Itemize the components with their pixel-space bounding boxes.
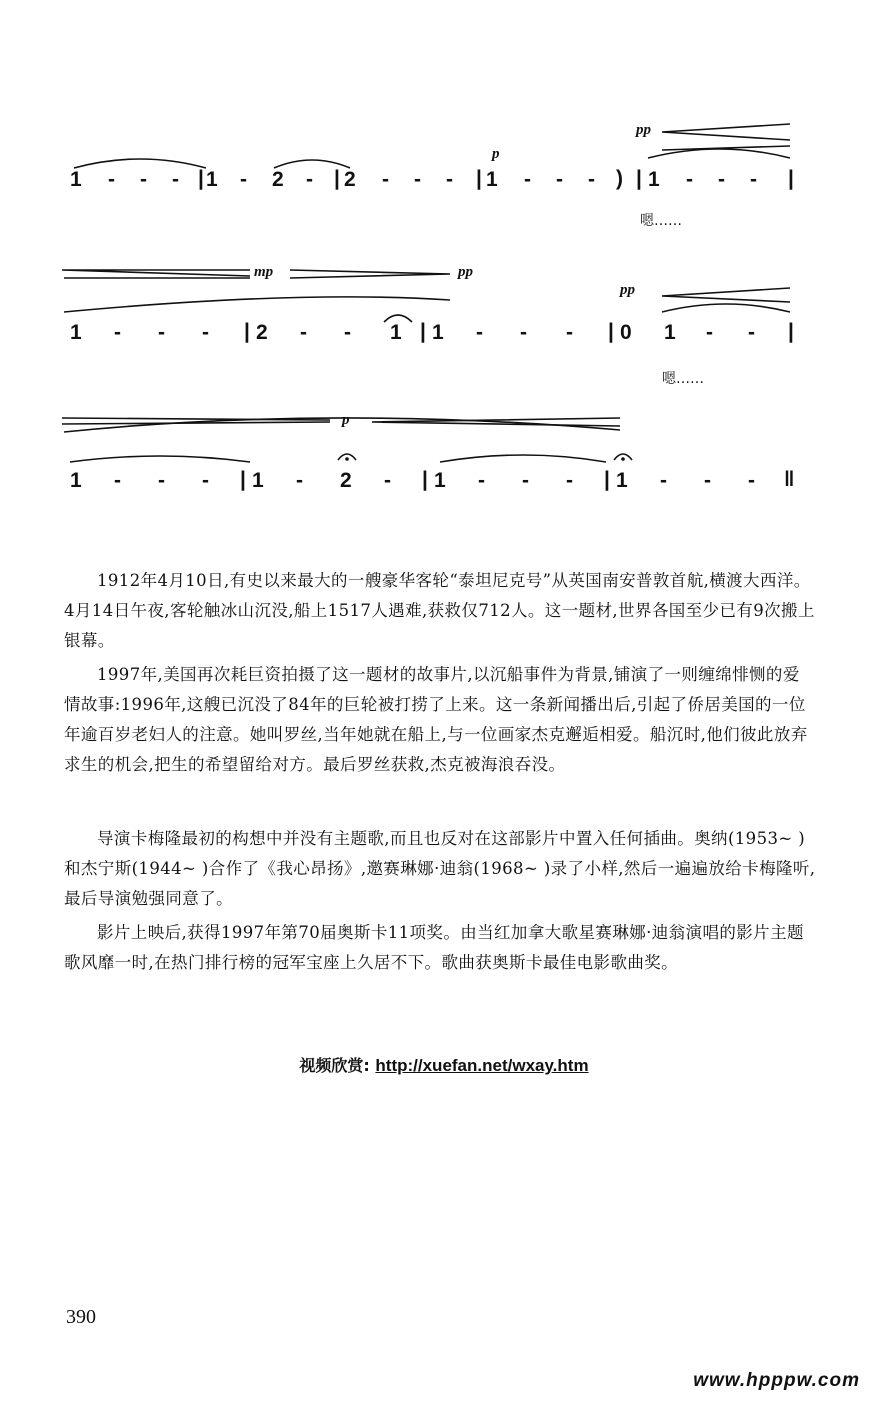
score-dash: - — [382, 168, 389, 191]
score-barline: | — [240, 468, 246, 491]
score-barline: | — [422, 468, 428, 491]
hairpin — [662, 124, 790, 140]
dynamic-mark: p — [342, 412, 350, 428]
slur — [662, 304, 790, 312]
score-barline: | — [788, 320, 794, 343]
score-barline: | — [244, 320, 250, 343]
score-dash: - — [446, 168, 453, 191]
score-dash: - — [588, 168, 595, 191]
score-dash: - — [660, 469, 667, 492]
paragraph: 影片上映后,获得1997年第70届奥斯卡11项奖。由当红加拿大歌星赛琳娜·迪翁演唱的影片主题歌风靡一时,在热门排行榜的冠军宝座上久居不下。歌曲获奥斯卡最佳电影歌曲奖。 — [64, 923, 804, 972]
score-barline: | — [608, 320, 614, 343]
score-dash: - — [114, 321, 121, 344]
score-barline: | — [788, 167, 794, 190]
score-barline: | — [334, 167, 340, 190]
score-paren: ) — [616, 167, 623, 190]
score-barline: | — [604, 468, 610, 491]
score-note: 1 — [432, 321, 444, 344]
score-note: 0 — [620, 321, 632, 344]
slur — [70, 456, 250, 462]
dynamic-mark: mp — [254, 264, 274, 280]
score-note: 2 — [272, 168, 284, 191]
score-note: 1 — [486, 168, 498, 191]
score-dash: - — [706, 321, 713, 344]
score-dash: - — [748, 469, 755, 492]
score-note: 1 — [616, 469, 628, 492]
paragraph: 导演卡梅隆最初的构想中并没有主题歌,而且也反对在这部影片中置入任何插曲。奥纳(1953~ )和杰宁斯(1944~ )合作了《我心昂扬》,邀赛琳娜·迪翁(1968~ )录了小样,然后一遍遍放给卡梅隆听,最后导演勉强同意了。 — [64, 829, 816, 908]
score-note: 1 — [70, 321, 82, 344]
score-note: 1 — [70, 469, 82, 492]
dynamic-mark: p — [492, 146, 500, 162]
score-barline: | — [198, 167, 204, 190]
score-dash: - — [172, 168, 179, 191]
score-dash: - — [296, 469, 303, 492]
score-barline: | — [636, 167, 642, 190]
score-dash: - — [140, 168, 147, 191]
score-note: 1 — [206, 168, 218, 191]
watermark: www.hpppw.com — [693, 1370, 860, 1391]
score-dash: - — [344, 321, 351, 344]
score-final-barline: ‖ — [784, 468, 795, 491]
score-dash: - — [566, 469, 573, 492]
score-dash: - — [524, 168, 531, 191]
score-dash: - — [704, 469, 711, 492]
video-reference — [0, 1053, 888, 1076]
score-dash: - — [414, 168, 421, 191]
score-note: 2 — [340, 469, 352, 492]
score-note: 1 — [390, 321, 402, 344]
score-markings — [0, 0, 888, 520]
dynamic-mark: pp — [620, 282, 635, 298]
score-dash: - — [748, 321, 755, 344]
score-dash: - — [556, 168, 563, 191]
score-dash: - — [384, 469, 391, 492]
dynamic-mark: pp — [636, 122, 651, 138]
hairpin — [662, 288, 790, 302]
hairpin — [62, 270, 250, 276]
score-dash: - — [520, 321, 527, 344]
score-note: 1 — [434, 469, 446, 492]
score-barline: | — [476, 167, 482, 190]
page-number: 390 — [66, 1306, 96, 1328]
score-note: 1 — [664, 321, 676, 344]
score-dash: - — [718, 168, 725, 191]
score-dash: - — [108, 168, 115, 191]
score-dash: - — [522, 469, 529, 492]
score-barline: | — [420, 320, 426, 343]
slur — [74, 159, 206, 168]
score-dash: - — [686, 168, 693, 191]
video-link[interactable]: http://xuefan.net/wxay.htm — [375, 1056, 589, 1075]
score-dash: - — [566, 321, 573, 344]
score-dash: - — [202, 469, 209, 492]
lyric: 嗯…… — [640, 213, 682, 229]
score-dash: - — [478, 469, 485, 492]
score-dash: - — [158, 321, 165, 344]
video-label: 视频欣赏: — [299, 1056, 370, 1075]
score-note: 1 — [648, 168, 660, 191]
hairpin — [290, 270, 450, 278]
lyric: 嗯…… — [662, 371, 704, 387]
music-score — [0, 0, 888, 520]
score-dash: - — [300, 321, 307, 344]
score-dash: - — [750, 168, 757, 191]
slur — [64, 297, 450, 312]
score-dash: - — [114, 469, 121, 492]
score-note: 1 — [252, 469, 264, 492]
score-dash: - — [158, 469, 165, 492]
score-dash: - — [202, 321, 209, 344]
score-note: 2 — [344, 168, 356, 191]
paragraph: 1997年,美国再次耗巨资拍摄了这一题材的故事片,以沉船事件为背景,铺演了一则缠绵悱恻的爱情故事:1996年,这艘已沉没了84年的巨轮被打捞了上来。这一条新闻播出后,引起了侨居美国的一位年逾百岁老妇人的注意。她叫罗丝,当年她就在船上,与一位画家杰克邂逅相爱。船沉时,他们彼此放弃求生的机会,把生的希望留给对方。最后罗丝获救,杰克被海浪吞没。 — [64, 665, 808, 774]
score-dash: - — [240, 168, 247, 191]
paragraph: 1912年4月10日,有史以来最大的一艘豪华客轮“泰坦尼克号”从英国南安普敦首航,横渡大西洋。4月14日午夜,客轮触冰山沉没,船上1517人遇难,获救仅712人。这一题材,世界各国至少已有9次搬上银幕。 — [64, 571, 815, 650]
slur — [440, 455, 606, 462]
dynamic-mark: pp — [458, 264, 473, 280]
score-note: 1 — [70, 168, 82, 191]
score-dash: - — [306, 168, 313, 191]
score-dash: - — [476, 321, 483, 344]
score-note: 2 — [256, 321, 268, 344]
